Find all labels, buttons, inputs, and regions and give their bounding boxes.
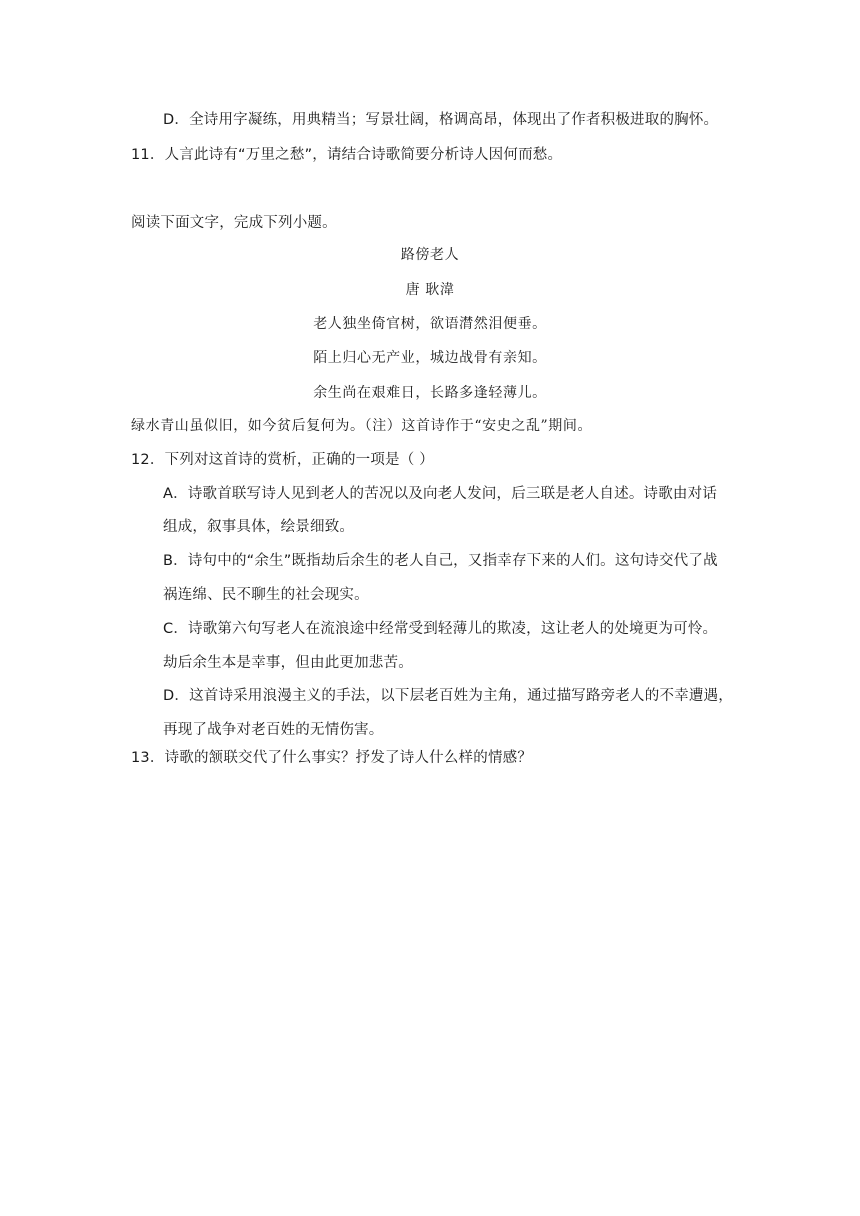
question-12-number: 12． (131, 452, 165, 468)
poem-title: 路傍老人 (400, 247, 460, 263)
poem-last-line-and-note: 绿水青山虽似旧，如今贫后复何为。（注）这首诗作于“安史之乱”期间。 (131, 418, 593, 434)
question-11-text: 人言此诗有“万里之愁”，请结合诗歌简要分析诗人因何而愁。 (164, 147, 563, 163)
poem-line-1: 老人独坐倚官树，欲语潸然泪便垂。 (313, 316, 547, 332)
question-11 (131, 145, 562, 165)
q10-option-d: D．全诗用字凝练，用典精当；写景壮阔，格调高昂，体现出了作者积极进取的胸怀。 (163, 112, 719, 128)
reading-instruction: 阅读下面文字，完成下列小题。 (131, 215, 337, 231)
poem-line-3: 余生尚在艰难日，长路多逢轻薄儿。 (313, 385, 547, 401)
question-13 (131, 748, 532, 768)
q12-option-a-line-2: 组成，叙事具体，绘景细致。 (163, 519, 355, 535)
question-12-text: 下列对这首诗的赏析，正确的一项是（ ） (164, 452, 434, 468)
q12-option-b-line-1: B．诗句中的“余生”既指劫后余生的老人自己，又指幸存下来的人们。这句诗交代了战 (163, 553, 718, 569)
q12-option-a-line-1: A．诗歌首联写诗人见到老人的苦况以及向老人发问，后三联是老人自述。诗歌由对话 (163, 486, 718, 502)
question-12 (131, 450, 434, 470)
poem-line-2: 陌上归心无产业，城边战骨有亲知。 (313, 350, 547, 366)
poem-author: 唐 耿湋 (405, 282, 455, 298)
q12-option-b-line-2: 祸连绵、民不聊生的社会现实。 (163, 587, 369, 603)
question-13-text: 诗歌的颔联交代了什么事实？抒发了诗人什么样的情感？ (164, 750, 533, 766)
q12-option-d-line-1: D．这首诗采用浪漫主义的手法，以下层老百姓为主角，通过描写路旁老人的不幸遭遇， (163, 688, 733, 704)
q12-option-d-line-2: 再现了战争对老百姓的无情伤害。 (163, 722, 384, 738)
q12-option-c-line-1: C．诗歌第六句写老人在流浪途中经常受到轻薄儿的欺凌，这让老人的处境更为可怜。 (163, 621, 718, 637)
q12-option-c-line-2: 劫后余生本是幸事，但由此更加悲苦。 (163, 655, 413, 671)
question-13-number: 13． (131, 750, 165, 766)
question-11-number: 11． (131, 147, 165, 163)
